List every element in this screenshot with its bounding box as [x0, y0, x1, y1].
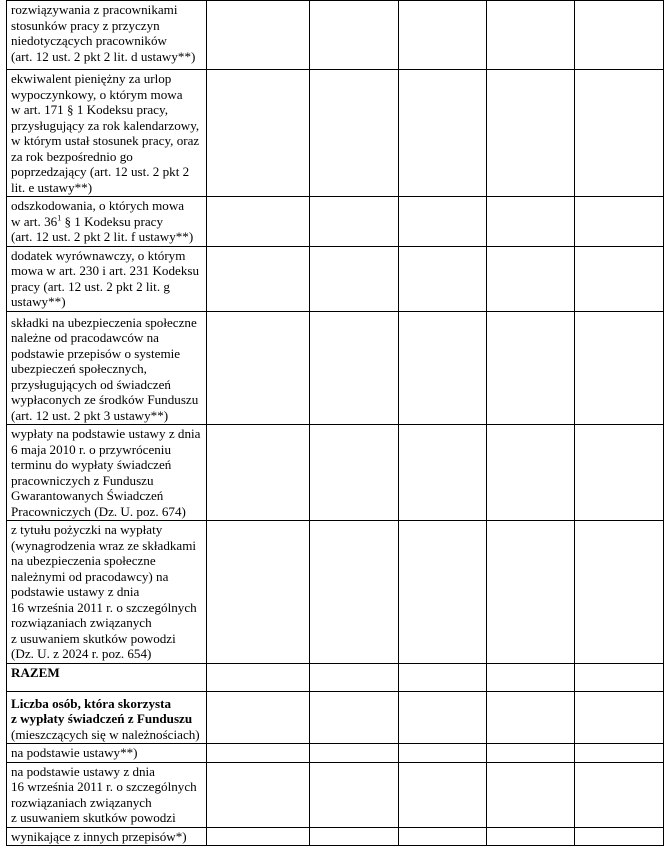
value-cell	[207, 762, 310, 827]
value-cell	[575, 762, 664, 827]
value-cell	[575, 663, 664, 691]
table-row	[7, 744, 664, 763]
row-label: wynikające z innych przepisów*)	[7, 827, 207, 846]
value-cell	[207, 246, 310, 311]
value-cell	[310, 744, 399, 763]
table-row	[7, 246, 664, 311]
value-cell	[487, 521, 575, 664]
value-cell	[207, 311, 310, 425]
section-subheading: (mieszczących się w należnościach)	[11, 726, 200, 742]
value-cell	[399, 1, 487, 70]
value-cell	[207, 827, 310, 846]
value-cell	[207, 197, 310, 247]
value-cell	[310, 663, 399, 691]
value-cell	[207, 1, 310, 70]
total-label: RAZEM	[7, 663, 207, 691]
value-cell	[207, 691, 310, 744]
value-cell	[487, 70, 575, 197]
row-label: wypłaty na podstawie ustawy z dnia 6 maja 2010 r. o przywróceniu terminu do wypłaty świadczeń pracowniczych z Funduszu Gwarantowanych Świadczeń Pracowniczych (Dz. U. poz. 674)	[7, 425, 207, 521]
row-label: rozwiązywania z pracownikami stosunków pracy z przyczyn niedotyczących pracowników (art. 12 ust. 2 pkt 2 lit. d ustawy**)	[7, 1, 207, 70]
row-label-part: § 1 Kodeksu pracy (art. 12 ust. 2 pkt 2 lit. f ustawy**)	[11, 213, 194, 244]
value-cell	[399, 744, 487, 763]
value-cell	[310, 311, 399, 425]
value-cell	[575, 70, 664, 197]
row-label: ekwiwalent pieniężny za urlop wypoczynkowy, o którym mowa w art. 171 § 1 Kodeksu pracy, przysługujący za rok kalendarzowy, w którym ustał stosunek pracy, oraz za rok bezpośrednio go poprzedzający (art. 12 ust. 2 pkt 2 lit. e ustawy**)	[7, 70, 207, 197]
value-cell	[310, 762, 399, 827]
value-cell	[310, 1, 399, 70]
value-cell	[310, 827, 399, 846]
value-cell	[399, 663, 487, 691]
value-cell	[399, 762, 487, 827]
table-row	[7, 691, 664, 744]
value-cell	[487, 827, 575, 846]
table-row	[7, 425, 664, 521]
value-cell	[487, 246, 575, 311]
table-row	[7, 827, 664, 846]
superscript: 1	[57, 213, 62, 223]
value-cell	[399, 246, 487, 311]
value-cell	[310, 425, 399, 521]
row-label: z tytułu pożyczki na wypłaty (wynagrodzenia wraz ze składkami na ubezpieczenia społeczne należnymi od pracodawcy) na podstawie ustawy z dnia 16 września 2011 r. o szczególnych rozwiązaniach związanych z usuwaniem skutków powodzi (Dz. U. z 2024 r. poz. 654)	[7, 521, 207, 664]
value-cell	[487, 1, 575, 70]
value-cell	[487, 311, 575, 425]
value-cell	[575, 1, 664, 70]
value-cell	[575, 246, 664, 311]
value-cell	[310, 70, 399, 197]
row-label: na podstawie ustawy z dnia 16 września 2011 r. o szczególnych rozwiązaniach związanych z usuwaniem skutków powodzi	[7, 762, 207, 827]
value-cell	[310, 197, 399, 247]
value-cell	[487, 691, 575, 744]
value-cell	[399, 425, 487, 521]
value-cell	[575, 691, 664, 744]
value-cell	[575, 521, 664, 664]
value-cell	[399, 311, 487, 425]
row-label: dodatek wyrównawczy, o którym mowa w art. 230 i art. 231 Kodeksu pracy (art. 12 ust. 2 pkt 2 lit. g ustawy**)	[7, 246, 207, 311]
value-cell	[207, 521, 310, 664]
value-cell	[310, 246, 399, 311]
value-cell	[207, 663, 310, 691]
value-cell	[487, 744, 575, 763]
table-row	[7, 1, 664, 70]
table-row	[7, 197, 664, 247]
row-label: na podstawie ustawy**)	[7, 744, 207, 763]
value-cell	[487, 197, 575, 247]
row-label	[7, 691, 207, 744]
table-row	[7, 663, 664, 691]
value-cell	[207, 70, 310, 197]
table-row	[7, 70, 664, 197]
row-label: składki na ubezpieczenia społeczne należne od pracodawców na podstawie przepisów o systemie ubezpieczeń społecznych, przysługujących od świadczeń wypłaconych ze środków Funduszu (art. 12 ust. 2 pkt 3 ustawy**)	[7, 311, 207, 425]
value-cell	[487, 425, 575, 521]
value-cell	[399, 197, 487, 247]
row-label	[7, 197, 207, 247]
value-cell	[575, 425, 664, 521]
value-cell	[399, 827, 487, 846]
value-cell	[575, 744, 664, 763]
value-cell	[487, 762, 575, 827]
value-cell	[575, 197, 664, 247]
value-cell	[575, 827, 664, 846]
row-label-part: odszkodowania, o których mowa w art. 36	[11, 198, 185, 229]
value-cell	[575, 311, 664, 425]
value-cell	[487, 663, 575, 691]
value-cell	[310, 521, 399, 664]
table-row	[7, 762, 664, 827]
value-cell	[310, 691, 399, 744]
value-cell	[207, 425, 310, 521]
value-cell	[399, 691, 487, 744]
table-row	[7, 521, 664, 664]
section-heading: Liczba osób, która skorzysta z wypłaty świadczeń z Funduszu	[11, 695, 193, 726]
data-table	[6, 0, 664, 846]
value-cell	[399, 70, 487, 197]
table-row	[7, 311, 664, 425]
value-cell	[207, 744, 310, 763]
value-cell	[399, 521, 487, 664]
